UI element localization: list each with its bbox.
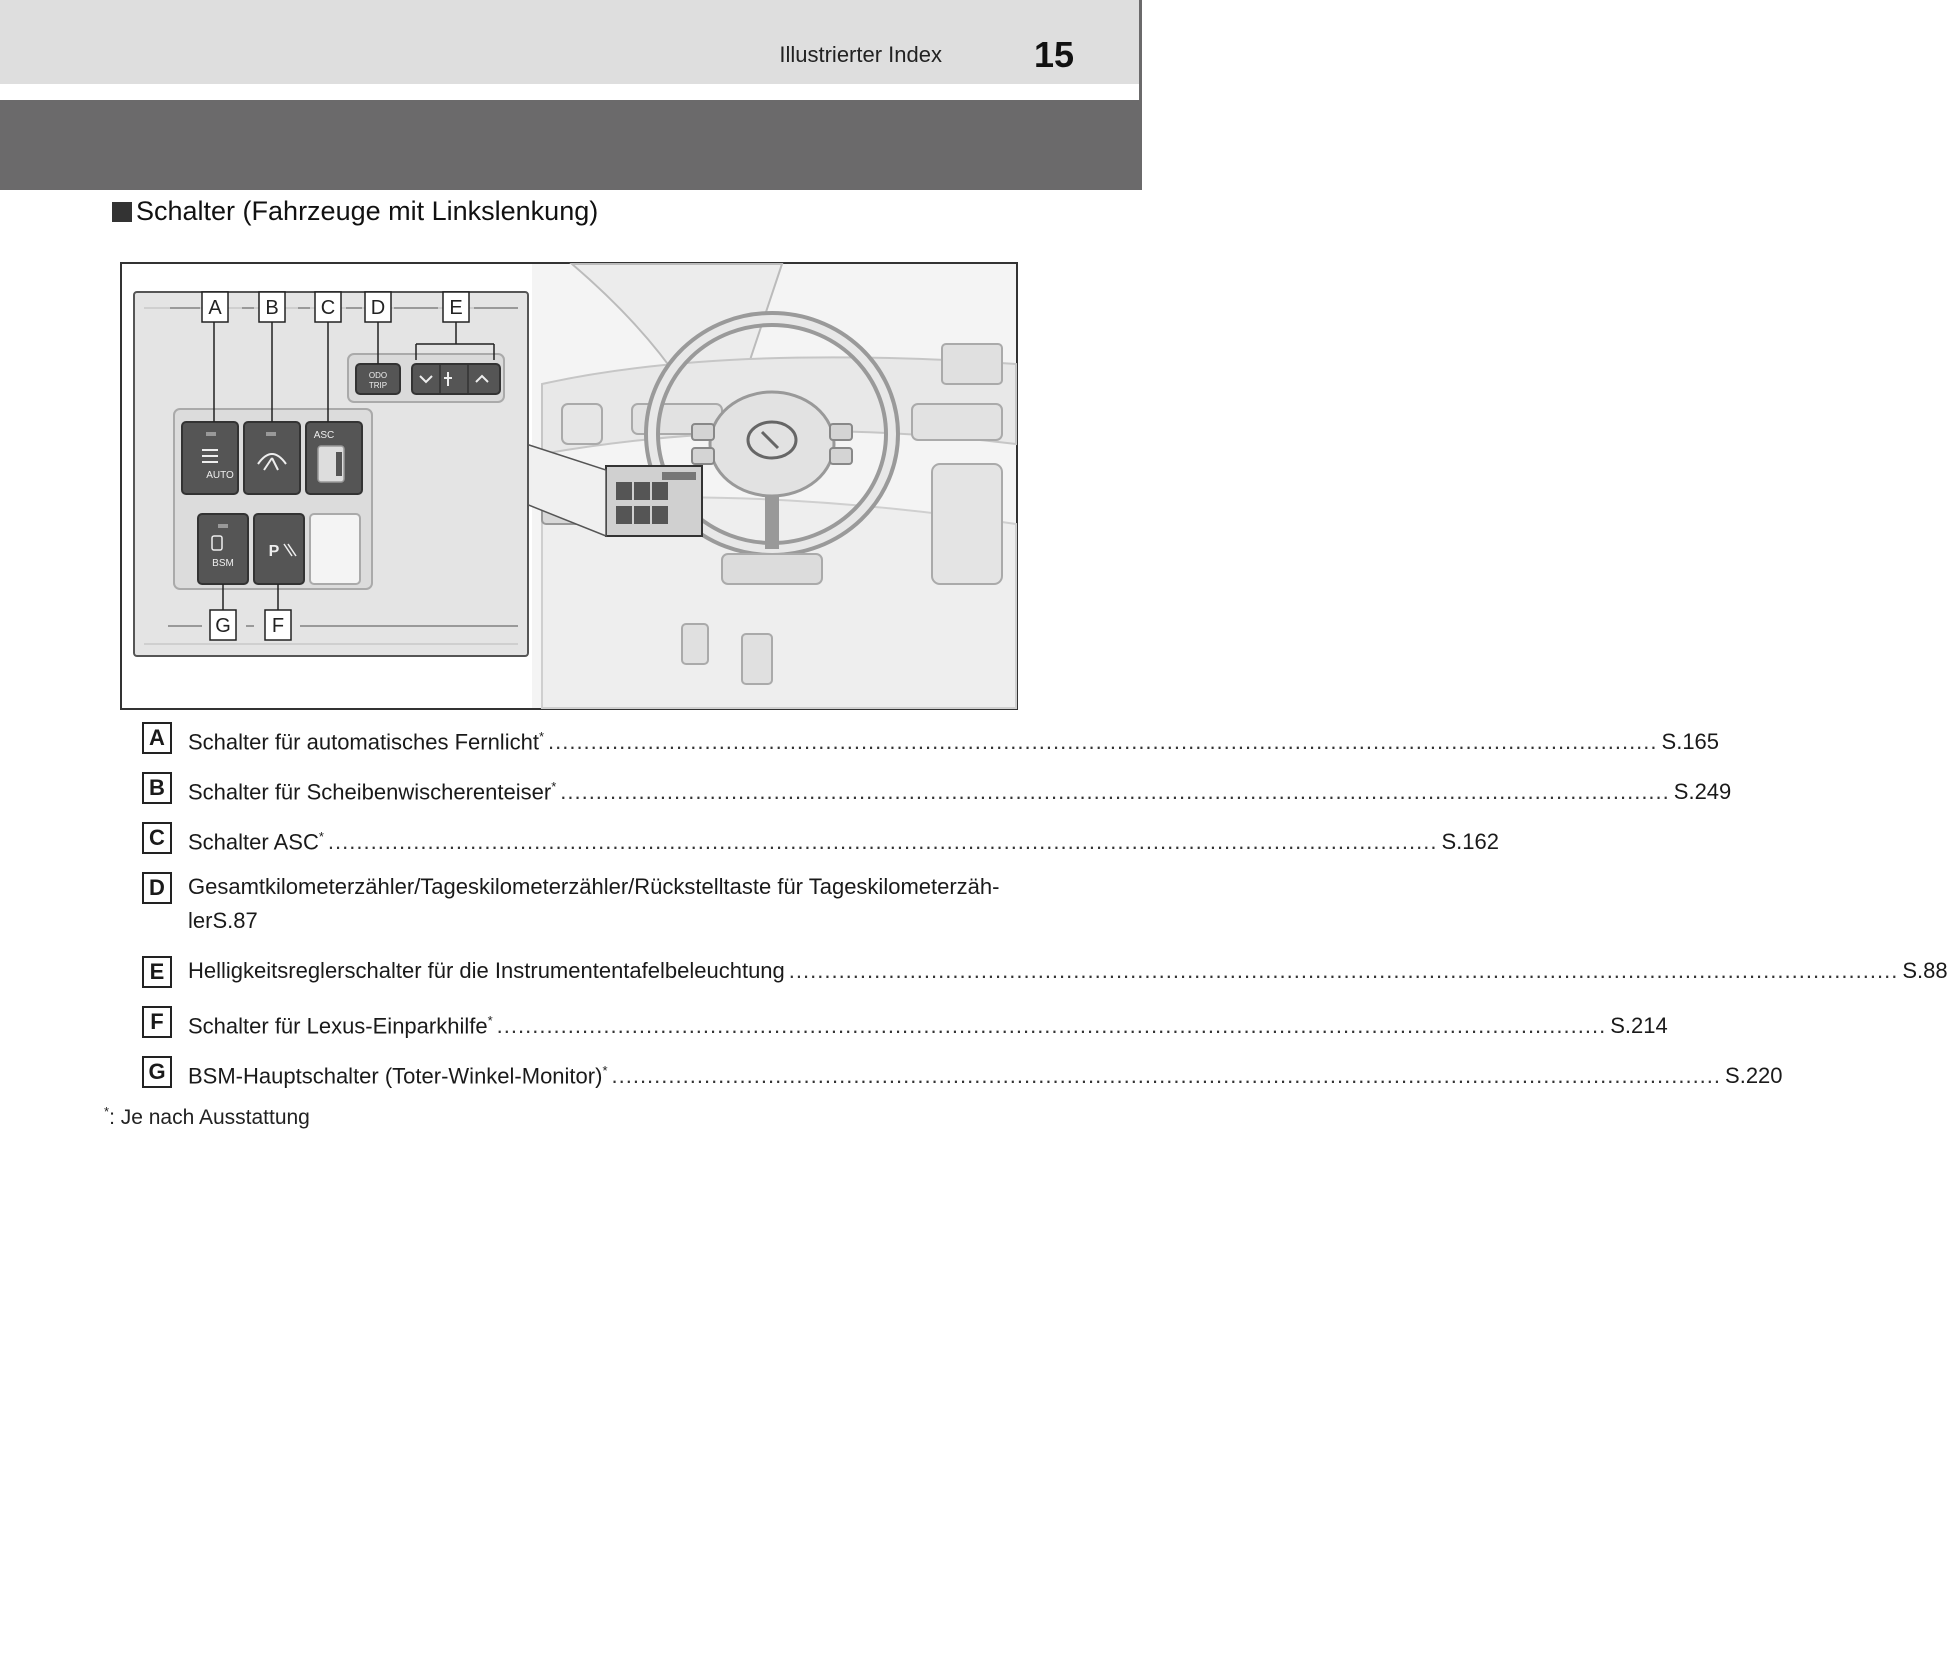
switch-illustration bbox=[120, 262, 1018, 710]
legend-item-a bbox=[142, 720, 1720, 770]
mini-switch-5 bbox=[634, 506, 650, 524]
page-ref-g[interactable]: S.220 bbox=[1725, 1063, 1783, 1089]
legend-label-g: BSM-Hauptschalter (Toter-Winkel-Monitor)* bbox=[188, 1063, 608, 1089]
leader-dots: ............................................................................................................................................................ bbox=[611, 1063, 1722, 1089]
legend-list bbox=[142, 720, 1948, 1104]
callout-letter-d: D bbox=[370, 297, 386, 319]
wheel-button-right-2 bbox=[830, 448, 852, 464]
callout-letter-e: E bbox=[449, 297, 463, 319]
leader-dots: ............................................................................................................................................................ bbox=[548, 729, 1658, 755]
mini-switch-4 bbox=[616, 506, 632, 524]
legend-label-f: Schalter für Lexus-Einparkhilfe* bbox=[188, 1013, 493, 1039]
display-screen bbox=[942, 344, 1002, 384]
footnote bbox=[104, 1104, 310, 1130]
leader-dots: ............................................................................................................................................................ bbox=[560, 779, 1670, 805]
wheel-button-left bbox=[692, 424, 714, 440]
legend-entry-b bbox=[188, 770, 1731, 809]
page-ref-b[interactable]: S.249 bbox=[1673, 779, 1732, 805]
section-heading bbox=[112, 196, 598, 227]
callout-letter-f: F bbox=[271, 615, 285, 637]
header-title: Illustrierter Index bbox=[779, 42, 942, 67]
footnote-text: : Je nach Ausstattung bbox=[109, 1106, 310, 1129]
auto-label: AUTO bbox=[206, 470, 234, 481]
blank-switch bbox=[310, 514, 360, 584]
page-edge-tab bbox=[1139, 0, 1142, 190]
mini-odo-buttons bbox=[662, 472, 696, 480]
legend-item-e bbox=[142, 954, 1948, 1004]
legend-item-b bbox=[142, 770, 1732, 820]
mini-switch-3 bbox=[652, 482, 668, 500]
page-ref-e[interactable]: S.88 bbox=[1902, 958, 1948, 983]
legend-label-c: Schalter ASC* bbox=[188, 829, 324, 855]
asc-toggle-slot bbox=[336, 452, 342, 476]
callout-letter-g: G bbox=[215, 615, 231, 637]
legend-label-b: Schalter für Scheibenwischerenteiser* bbox=[188, 779, 557, 805]
footnote-mark: * bbox=[104, 1104, 110, 1119]
center-console bbox=[932, 464, 1002, 584]
section-heading-text: Schalter (Fahrzeuge mit Linkslenkung) bbox=[136, 196, 599, 226]
legend-entry-d: Gesamtkilometerzähler/Tageskilometerzähler/Rückstelltaste für Tageskilometerzäh-lerS.87 bbox=[188, 874, 1000, 933]
header-band bbox=[0, 0, 1142, 84]
legend-letter-f: F bbox=[142, 1006, 172, 1038]
door-handle bbox=[562, 404, 602, 444]
legend-entry-f bbox=[188, 1004, 1668, 1043]
indicator-g bbox=[218, 524, 228, 528]
leader-dots: ............................................................................................................................................................ bbox=[327, 829, 1438, 855]
leader-dots: ............................................................................................................................................................ bbox=[496, 1013, 1607, 1039]
legend-letter-g: G bbox=[142, 1056, 172, 1088]
legend-entry-g bbox=[188, 1054, 1783, 1093]
legend-item-g bbox=[142, 1054, 1783, 1104]
right-air-vent bbox=[912, 404, 1002, 440]
mini-switch-2 bbox=[634, 482, 650, 500]
legend-label-e: Helligkeitsreglerschalter für die Instrumententafelbeleuchtung bbox=[188, 958, 785, 983]
legend-letter-c: C bbox=[142, 822, 172, 854]
legend-item-c bbox=[142, 820, 1499, 870]
page-ref-a[interactable]: S.165 bbox=[1661, 729, 1720, 755]
wheel-button-left-2 bbox=[692, 448, 714, 464]
legend-letter-b: B bbox=[142, 772, 172, 804]
mini-switch-6 bbox=[652, 506, 668, 524]
legend-item-f bbox=[142, 1004, 1668, 1054]
leader-dots: ............................................................................................................................................................ bbox=[788, 958, 1899, 983]
page-ref-f[interactable]: S.214 bbox=[1610, 1013, 1668, 1039]
callout-letter-b: B bbox=[265, 297, 279, 319]
legend-label-a: Schalter für automatisches Fernlicht* bbox=[188, 729, 544, 755]
page-ref-c[interactable]: S.162 bbox=[1441, 829, 1499, 855]
legend-entry-a bbox=[188, 720, 1719, 759]
indicator-b bbox=[266, 432, 276, 436]
bsm-label: BSM bbox=[212, 558, 234, 569]
legend-letter-a: A bbox=[142, 722, 172, 754]
park-label: P bbox=[268, 543, 280, 560]
legend-letter-e: E bbox=[142, 956, 172, 988]
heading-bullet-icon bbox=[112, 202, 132, 222]
trip-label: TRIP bbox=[368, 381, 388, 390]
brightness-buttons bbox=[412, 364, 500, 394]
callout-letter-a: A bbox=[208, 297, 222, 319]
pedal-left bbox=[682, 624, 708, 664]
odo-label: ODO bbox=[368, 371, 388, 380]
mini-switch-1 bbox=[616, 482, 632, 500]
legend-entry-e bbox=[188, 954, 1948, 988]
dashboard-drawing bbox=[122, 264, 1016, 708]
callout-letter-c: C bbox=[320, 297, 336, 319]
asc-label: ASC bbox=[313, 430, 335, 441]
indicator-a bbox=[206, 432, 216, 436]
legend-item-d bbox=[142, 870, 1022, 954]
wheel-button-right bbox=[830, 424, 852, 440]
header-gap bbox=[0, 84, 1142, 100]
steering-column bbox=[722, 554, 822, 584]
pedal-right bbox=[742, 634, 772, 684]
legend-letter-d: D bbox=[142, 872, 172, 904]
page-number: 15 bbox=[1033, 34, 1074, 75]
legend-entry-c bbox=[188, 820, 1499, 859]
chapter-band bbox=[0, 100, 1142, 190]
